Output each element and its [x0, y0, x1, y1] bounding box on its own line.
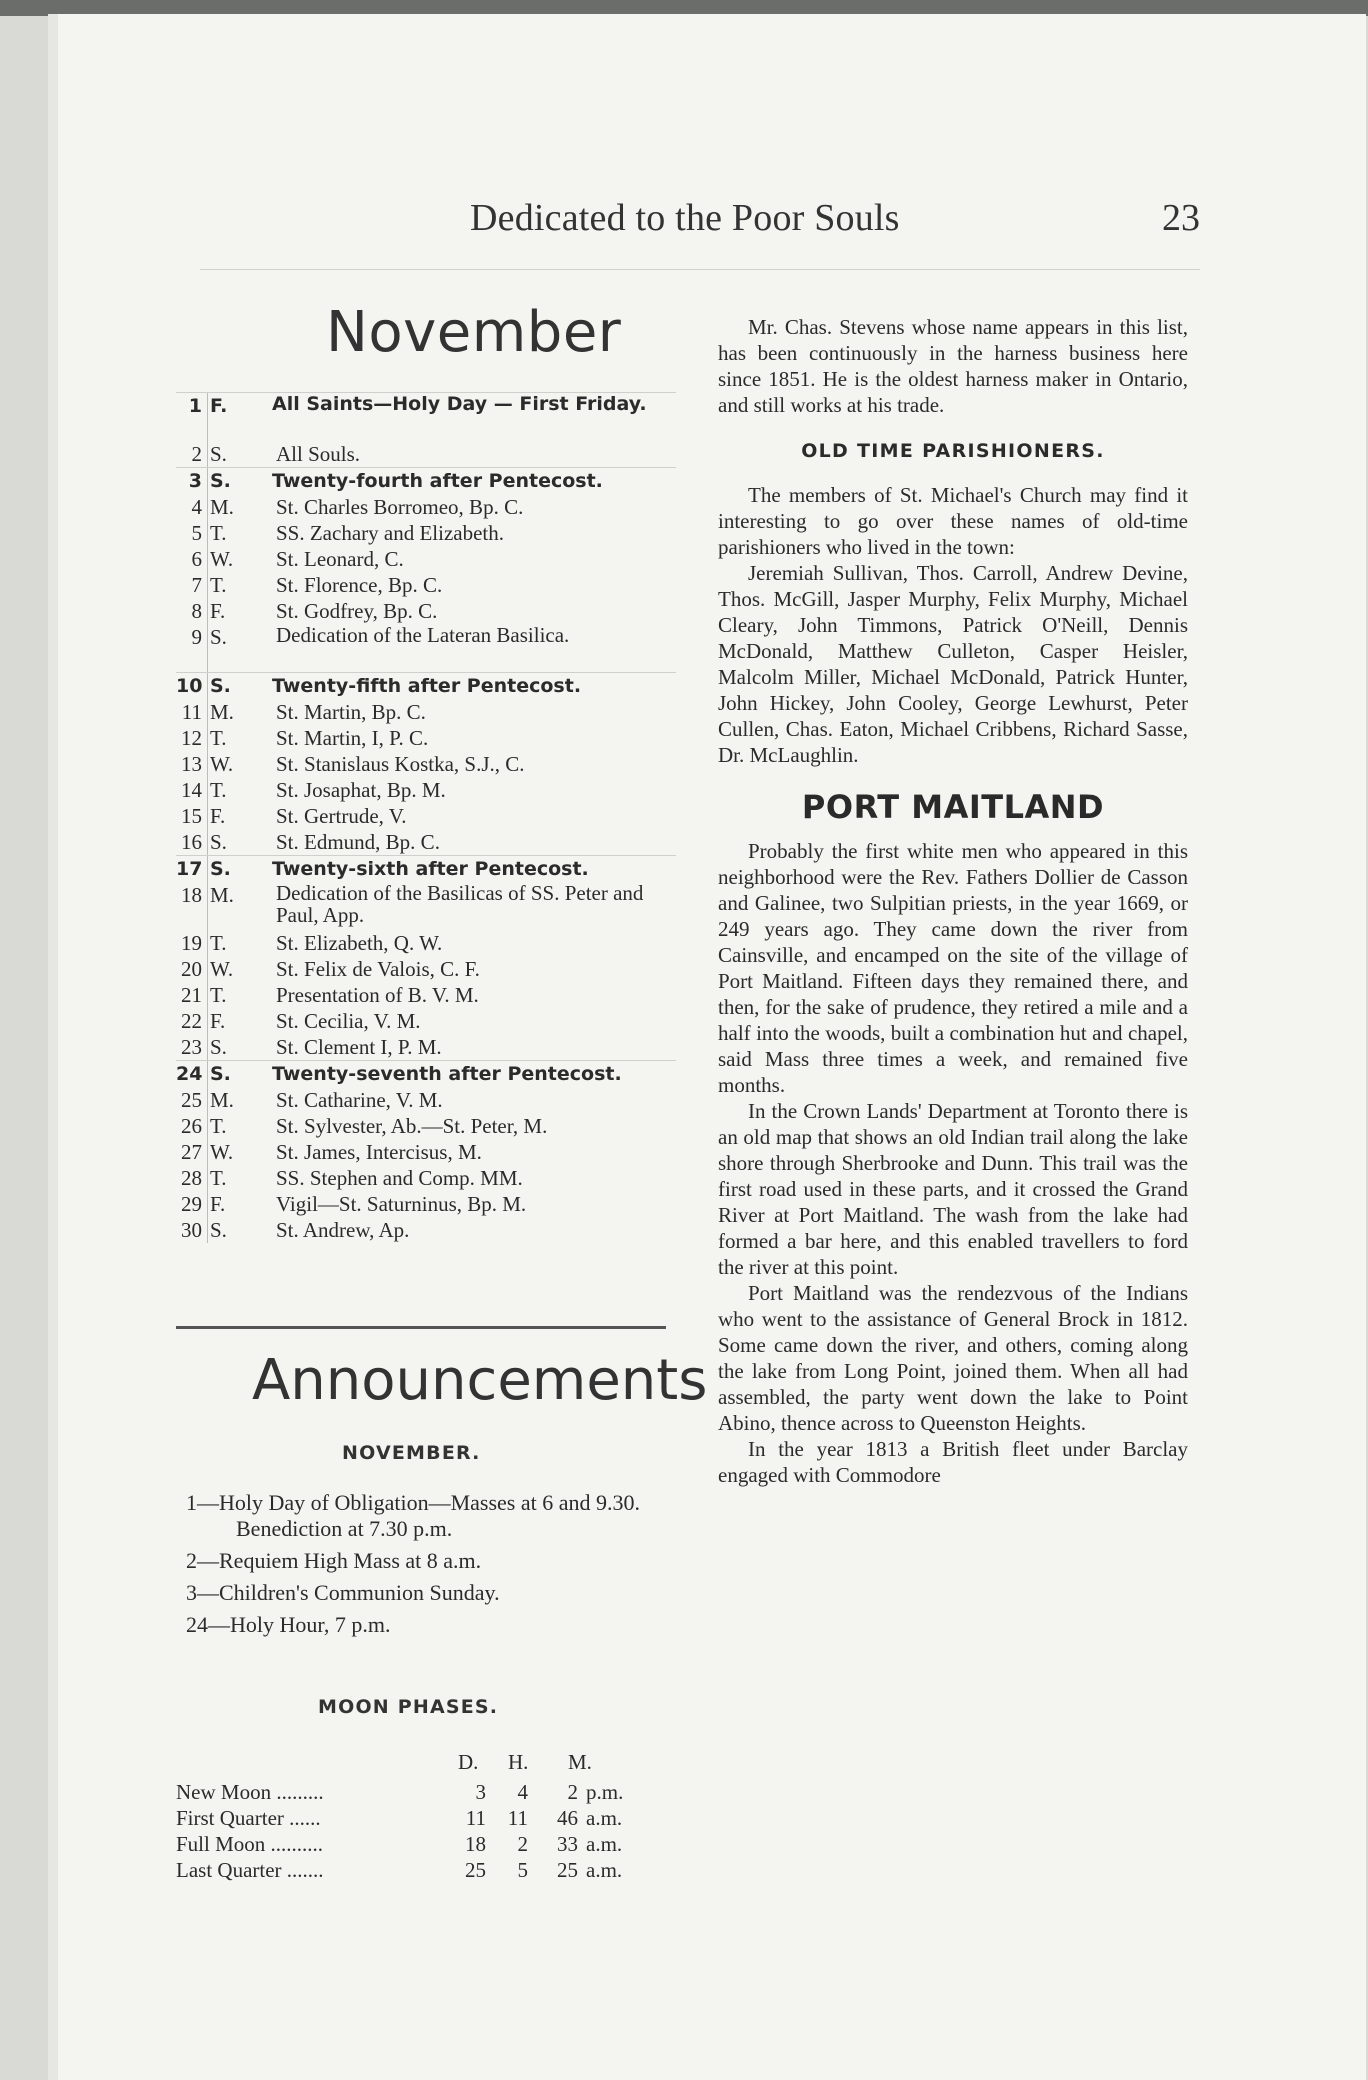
feast-name: St. Gertrude, V.: [276, 804, 407, 828]
column-divider: [207, 777, 208, 803]
moon-ampm: a.m.: [586, 1858, 623, 1882]
column-divider: [207, 699, 208, 725]
feast-name: St. Martin, I, P. C.: [276, 726, 429, 750]
calendar-row: [176, 392, 676, 441]
weekday-abbrev: T.: [210, 1114, 227, 1138]
month-title: November: [326, 300, 622, 365]
weekday-abbrev: T.: [210, 573, 227, 597]
day-number: 13: [181, 752, 202, 776]
running-header: [200, 196, 1200, 250]
weekday-abbrev: W.: [210, 957, 234, 981]
port-paragraph: Probably the first white men who appeared in this neighborhood were the Rev. Fathers Dollier de Casson and Galinee, two Sulpitian priests, in the year 1669, or 249 years ago. They came down the river from Cainsville, and encamped on the site of the village of Port Maitland. Fifteen days they remained there, and then, for the sake of prudence, they retired a mile and a half into the woods, built a combination hut and chapel, said Mass three times a week, and remained five months.: [718, 839, 1188, 1097]
calendar-row: [176, 777, 676, 803]
parishioners-names: Jeremiah Sullivan, Thos. Carroll, Andrew Devine, Thos. McGill, Jasper Murphy, Felix Murphy, Michael Cleary, John Timmons, Patrick O'Neill, Dennis McDonald, Matthew Culleton, Casper Heisler, Malcolm Miller, Michael McDonald, Patrick Hunter, John Hickey, John Cooley, George Lewhurst, Peter Cullen, Chas. Eaton, Michael Cribbens, Richard Sasse, Dr. McLaughlin.: [718, 561, 1188, 767]
column-divider: [207, 1217, 208, 1243]
page-number: 23: [1162, 197, 1200, 239]
weekday-abbrev: T.: [210, 931, 227, 955]
moon-row: [176, 1806, 666, 1832]
moon-hour: 2: [517, 1832, 528, 1856]
feast-name: St. Leonard, C.: [276, 547, 404, 571]
feast-name: SS. Stephen and Comp. MM.: [276, 1166, 523, 1190]
calendar-row: [176, 855, 676, 882]
column-divider: [207, 546, 208, 572]
weekday-abbrev: S.: [210, 675, 231, 697]
moon-table-header: [176, 1750, 666, 1778]
parishioners-heading: OLD TIME PARISHIONERS.: [801, 440, 1105, 462]
moon-row: [176, 1858, 666, 1884]
weekday-abbrev: W.: [210, 1140, 234, 1164]
calendar-row: [176, 672, 676, 699]
feast-name: St. James, Intercisus, M.: [276, 1140, 482, 1164]
feast-name: St. Charles Borromeo, Bp. C.: [276, 495, 524, 519]
day-number: 5: [191, 521, 202, 545]
column-divider: [207, 1061, 208, 1087]
calendar-row: [176, 1034, 676, 1060]
column-divider: [207, 1165, 208, 1191]
moon-minute: 25: [557, 1858, 578, 1882]
column-divider: [207, 441, 208, 467]
column-divider: [207, 725, 208, 751]
weekday-abbrev: F.: [210, 1009, 226, 1033]
day-number: 9: [191, 625, 202, 649]
calendar-row: [176, 546, 676, 572]
announcements-title: Announcements: [252, 1348, 708, 1413]
moon-hour: 4: [517, 1780, 528, 1804]
feast-name: St. Elizabeth, Q. W.: [276, 931, 443, 955]
moon-minute: 2: [567, 1780, 578, 1804]
feast-name: St. Sylvester, Ab.—St. Peter, M.: [276, 1114, 548, 1138]
feast-calendar: [176, 392, 676, 1243]
moon-hour: 11: [507, 1806, 528, 1830]
weekday-abbrev: W.: [210, 547, 234, 571]
calendar-row: [176, 803, 676, 829]
feast-name: St. Cecilia, V. M.: [276, 1009, 421, 1033]
feast-name: St. Felix de Valois, C. F.: [276, 957, 480, 981]
column-divider: [207, 1113, 208, 1139]
announcement-item: 24—Holy Hour, 7 p.m.: [186, 1612, 391, 1637]
feast-name: Presentation of B. V. M.: [276, 983, 479, 1007]
moon-ampm: a.m.: [586, 1832, 623, 1856]
right-column: [718, 314, 1188, 1488]
calendar-row: [176, 624, 676, 672]
calendar-row: [176, 725, 676, 751]
moon-phase-label: Full Moon ..........: [176, 1832, 324, 1856]
moon-hour: 5: [517, 1858, 528, 1882]
column-divider: [207, 624, 208, 672]
day-number: 8: [191, 599, 202, 623]
day-number: 1: [188, 395, 202, 417]
weekday-abbrev: S.: [210, 1035, 227, 1059]
day-number: 26: [181, 1114, 202, 1138]
feast-name: St. Florence, Bp. C.: [276, 573, 443, 597]
day-number: 23: [181, 1035, 202, 1059]
calendar-row: [176, 751, 676, 777]
feast-name: Dedication of the Basilicas of SS. Peter and Paul, App.: [276, 881, 644, 927]
weekday-abbrev: F.: [210, 1192, 226, 1216]
column-divider: [207, 673, 208, 699]
calendar-row: [176, 467, 676, 494]
day-number: 11: [181, 700, 202, 724]
feast-name: Twenty-fifth after Pentecost.: [272, 675, 582, 697]
moon-phase-label: Last Quarter .......: [176, 1858, 324, 1882]
feast-name: St. Josaphat, Bp. M.: [276, 778, 446, 802]
day-number: 2: [191, 442, 202, 466]
day-number: 28: [181, 1166, 202, 1190]
column-divider: [207, 520, 208, 546]
port-maitland-heading: PORT MAITLAND: [801, 788, 1105, 826]
announcement-item: 3—Children's Communion Sunday.: [186, 1580, 500, 1605]
moon-row: [176, 1780, 666, 1806]
feast-name: St. Edmund, Bp. C.: [276, 830, 440, 854]
weekday-abbrev: F.: [210, 599, 226, 623]
day-number: 18: [181, 883, 202, 907]
calendar-row: [176, 1165, 676, 1191]
feast-name: St. Godfrey, Bp. C.: [276, 599, 438, 623]
feast-name: St. Andrew, Ap.: [276, 1218, 410, 1242]
col-hours: H.: [508, 1750, 529, 1774]
moon-day: 11: [465, 1806, 486, 1830]
day-number: 20: [181, 957, 202, 981]
calendar-end-rule: [176, 1326, 666, 1329]
weekday-abbrev: T.: [210, 726, 227, 750]
day-number: 29: [181, 1192, 202, 1216]
day-number: 16: [181, 830, 202, 854]
calendar-row: [176, 1087, 676, 1113]
calendar-row: [176, 1060, 676, 1087]
weekday-abbrev: W.: [210, 752, 234, 776]
header-rule: [200, 269, 1200, 270]
calendar-row: [176, 1217, 676, 1243]
moon-minute: 33: [557, 1832, 578, 1856]
day-number: 22: [181, 1009, 202, 1033]
weekday-abbrev: S.: [210, 442, 227, 466]
day-number: 17: [176, 858, 203, 880]
column-divider: [207, 1191, 208, 1217]
day-number: 15: [181, 804, 202, 828]
column-divider: [207, 803, 208, 829]
page-gutter: [48, 14, 58, 2080]
weekday-abbrev: T.: [210, 778, 227, 802]
moon-ampm: a.m.: [586, 1806, 623, 1830]
day-number: 10: [176, 675, 203, 697]
feast-name: Dedication of the Lateran Basilica.: [276, 623, 570, 647]
feast-name: SS. Zachary and Elizabeth.: [276, 521, 505, 545]
announcements-list: [186, 1490, 656, 1644]
feast-name: Twenty-fourth after Pentecost.: [272, 470, 603, 492]
calendar-row: [176, 1008, 676, 1034]
day-number: 19: [181, 931, 202, 955]
moon-phases-heading: MOON PHASES.: [318, 1696, 499, 1718]
feast-name: All Saints—Holy Day — First Friday.: [272, 393, 647, 415]
col-minutes: M.: [568, 1750, 592, 1774]
calendar-row: [176, 520, 676, 546]
moon-minute: 46: [557, 1806, 578, 1830]
column-divider: [207, 829, 208, 855]
col-days: D.: [458, 1750, 479, 1774]
weekday-abbrev: F.: [210, 395, 228, 417]
day-number: 12: [181, 726, 202, 750]
parishioners-intro: The members of St. Michael's Church may find it interesting to go over these names of old-time parishioners who lived in the town:: [718, 483, 1188, 559]
column-divider: [207, 982, 208, 1008]
feast-name: St. Clement I, P. M.: [276, 1035, 442, 1059]
calendar-row: [176, 1139, 676, 1165]
day-number: 14: [181, 778, 202, 802]
weekday-abbrev: T.: [210, 1166, 227, 1190]
column-divider: [207, 882, 208, 930]
day-number: 6: [191, 547, 202, 571]
weekday-abbrev: S.: [210, 625, 227, 649]
calendar-row: [176, 699, 676, 725]
port-paragraph: Port Maitland was the rendezvous of the Indians who went to the assistance of General Brock in 1812. Some came down the river, and others, coming along the lake from Long Point, joined them. When all had assembled, the party went down the lake to Point Abino, thence across to Queenston Heights.: [718, 1281, 1188, 1435]
weekday-abbrev: M.: [210, 700, 234, 724]
column-divider: [207, 856, 208, 882]
calendar-row: [176, 1191, 676, 1217]
weekday-abbrev: S.: [210, 470, 231, 492]
day-number: 7: [191, 573, 202, 597]
calendar-row: [176, 829, 676, 855]
announcement-item: 2—Requiem High Mass at 8 a.m.: [186, 1548, 482, 1573]
column-divider: [207, 1087, 208, 1113]
feast-name: St. Stanislaus Kostka, S.J., C.: [276, 752, 525, 776]
stevens-paragraph: Mr. Chas. Stevens whose name appears in this list, has been continuously in the harness business here since 1851. He is the oldest harness maker in Ontario, and still works at his trade.: [718, 315, 1188, 417]
weekday-abbrev: S.: [210, 830, 227, 854]
calendar-row: [176, 882, 676, 930]
feast-name: St. Martin, Bp. C.: [276, 700, 426, 724]
feast-name: Twenty-sixth after Pentecost.: [272, 858, 589, 880]
day-number: 24: [176, 1063, 203, 1085]
weekday-abbrev: F.: [210, 804, 226, 828]
column-divider: [207, 956, 208, 982]
running-title: Dedicated to the Poor Souls: [470, 197, 900, 239]
column-divider: [207, 1008, 208, 1034]
moon-day: 25: [465, 1858, 486, 1882]
column-divider: [207, 572, 208, 598]
weekday-abbrev: M.: [210, 883, 234, 907]
weekday-abbrev: S.: [210, 1218, 227, 1242]
column-divider: [207, 1139, 208, 1165]
calendar-row: [176, 1113, 676, 1139]
day-number: 4: [191, 495, 202, 519]
calendar-row: [176, 441, 676, 467]
feast-name: Vigil—St. Saturninus, Bp. M.: [276, 1192, 527, 1216]
feast-name: Twenty-seventh after Pentecost.: [272, 1063, 622, 1085]
day-number: 30: [181, 1218, 202, 1242]
port-paragraph: In the Crown Lands' Department at Toronto there is an old map that shows an old Indian trail along the lake shore through Sherbrooke and Dunn. This trail was the first road used in these parts, and it crossed the Grand River at Port Maitland. The wash from the lake had formed a bar here, and this enabled travellers to ford the river at this point.: [718, 1099, 1188, 1279]
moon-phase-label: First Quarter ......: [176, 1806, 321, 1830]
day-number: 21: [181, 983, 202, 1007]
calendar-row: [176, 598, 676, 624]
announcement-item: 1—Holy Day of Obligation—Masses at 6 and 9.30. Benediction at 7.30 p.m.: [186, 1490, 640, 1541]
port-paragraph: In the year 1813 a British fleet under Barclay engaged with Commodore: [718, 1437, 1188, 1487]
moon-phase-label: New Moon .........: [176, 1780, 324, 1804]
moon-day: 3: [475, 1780, 486, 1804]
weekday-abbrev: M.: [210, 495, 234, 519]
column-divider: [207, 494, 208, 520]
day-number: 3: [188, 470, 202, 492]
moon-day: 18: [465, 1832, 486, 1856]
calendar-row: [176, 494, 676, 520]
feast-name: St. Catharine, V. M.: [276, 1088, 443, 1112]
moon-ampm: p.m.: [586, 1780, 624, 1804]
column-divider: [207, 393, 208, 441]
column-divider: [207, 1034, 208, 1060]
calendar-row: [176, 956, 676, 982]
calendar-row: [176, 930, 676, 956]
weekday-abbrev: S.: [210, 1063, 231, 1085]
column-divider: [207, 751, 208, 777]
weekday-abbrev: T.: [210, 521, 227, 545]
day-number: 27: [181, 1140, 202, 1164]
feast-name: All Souls.: [276, 442, 361, 466]
column-divider: [207, 598, 208, 624]
weekday-abbrev: T.: [210, 983, 227, 1007]
weekday-abbrev: M.: [210, 1088, 234, 1112]
column-divider: [207, 930, 208, 956]
column-divider: [207, 468, 208, 494]
announcements-month-heading: NOVEMBER.: [342, 1442, 481, 1464]
moon-row: [176, 1832, 666, 1858]
weekday-abbrev: S.: [210, 858, 231, 880]
day-number: 25: [181, 1088, 202, 1112]
calendar-row: [176, 982, 676, 1008]
calendar-row: [176, 572, 676, 598]
